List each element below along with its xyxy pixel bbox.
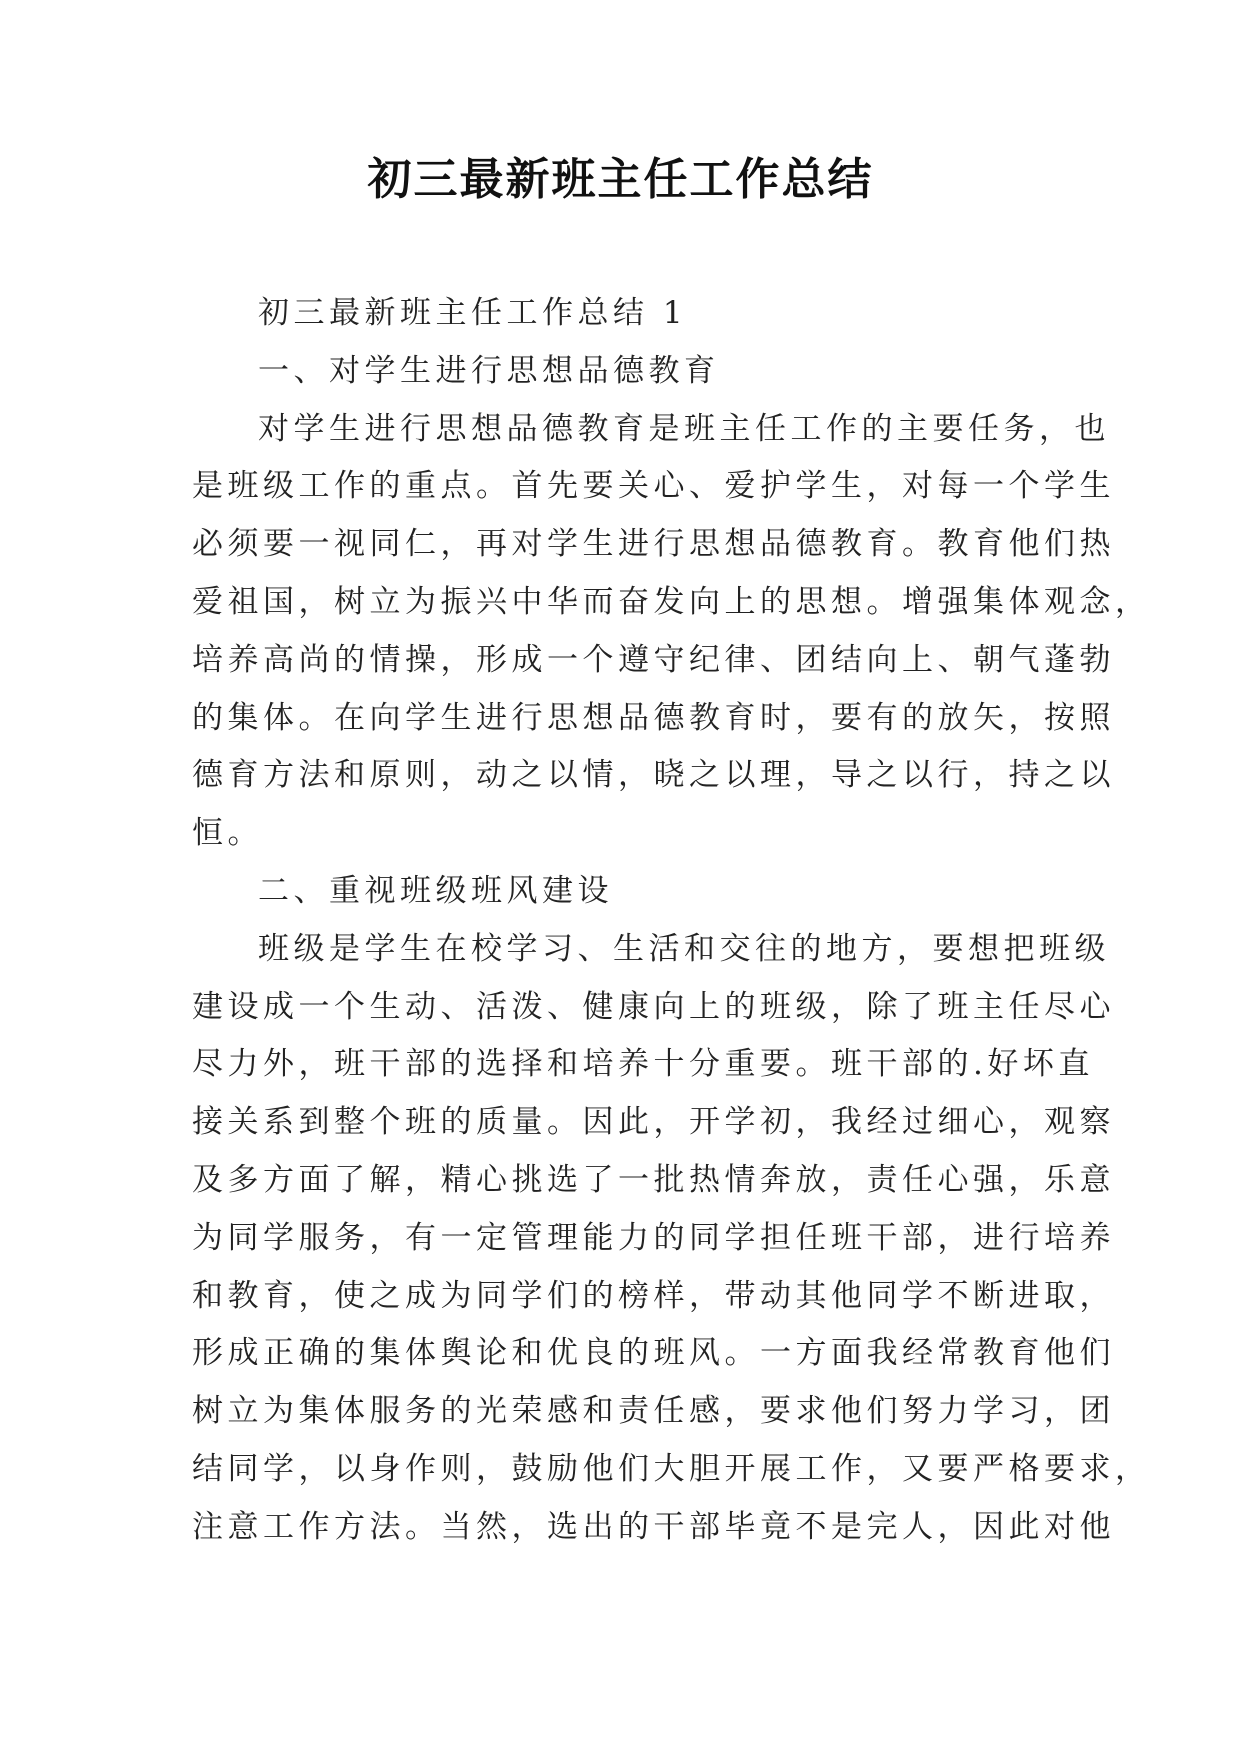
paragraph-line: 和教育，使之成为同学们的榜样，带动其他同学不断进取， bbox=[192, 1277, 1115, 1314]
section-2-heading: 二、重视班级班风建设 bbox=[258, 872, 613, 909]
paragraph-line: 培养高尚的情操，形成一个遵守纪律、团结向上、朝气蓬勃 bbox=[192, 641, 1115, 678]
paragraph-line: 建设成一个生动、活泼、健康向上的班级，除了班主任尽心 bbox=[192, 988, 1115, 1025]
paragraph-line: 是班级工作的重点。首先要关心、爱护学生，对每一个学生 bbox=[192, 468, 1115, 505]
paragraph-line: 形成正确的集体舆论和优良的班风。一方面我经常教育他们 bbox=[192, 1335, 1115, 1372]
paragraph-line: 接关系到整个班的质量。因此，开学初，我经过细心，观察 bbox=[192, 1104, 1115, 1141]
paragraph-line: 恒。 bbox=[192, 815, 263, 852]
paragraph-line: 树立为集体服务的光荣感和责任感，要求他们努力学习，团 bbox=[192, 1393, 1115, 1430]
paragraph-line: 必须要一视同仁，再对学生进行思想品德教育。教育他们热 bbox=[192, 526, 1115, 563]
section-1-paragraph bbox=[192, 401, 1151, 863]
section-2-paragraph bbox=[192, 921, 1151, 1557]
document-title: 初三最新班主任工作总结 bbox=[367, 154, 874, 205]
paragraph-line: 注意工作方法。当然，选出的干部毕竟不是完人，因此对他 bbox=[192, 1508, 1115, 1545]
paragraph-line: 结同学，以身作则，鼓励他们大胆开展工作，又要严格要求， bbox=[192, 1450, 1151, 1487]
paragraph-line: 德育方法和原则，动之以情，晓之以理，导之以行，持之以 bbox=[192, 757, 1115, 794]
paragraph-line: 尽力外，班干部的选择和培养十分重要。班干部的.好坏直 bbox=[192, 1046, 1094, 1083]
document-subtitle: 初三最新班主任工作总结 1 bbox=[258, 295, 688, 331]
paragraph-line: 为同学服务，有一定管理能力的同学担任班干部，进行培养 bbox=[192, 1219, 1115, 1256]
paragraph-line: 爱祖国，树立为振兴中华而奋发向上的思想。增强集体观念， bbox=[192, 583, 1151, 620]
document-body bbox=[192, 285, 1151, 1557]
section-1-heading: 一、对学生进行思想品德教育 bbox=[258, 352, 720, 389]
paragraph-line: 班级是学生在校学习、生活和交往的地方，要想把班级 bbox=[258, 930, 1110, 967]
paragraph-line: 对学生进行思想品德教育是班主任工作的主要任务，也 bbox=[258, 410, 1110, 447]
paragraph-line: 的集体。在向学生进行思想品德教育时，要有的放矢，按照 bbox=[192, 699, 1115, 736]
paragraph-line: 及多方面了解，精心挑选了一批热情奔放，责任心强，乐意 bbox=[192, 1161, 1115, 1198]
